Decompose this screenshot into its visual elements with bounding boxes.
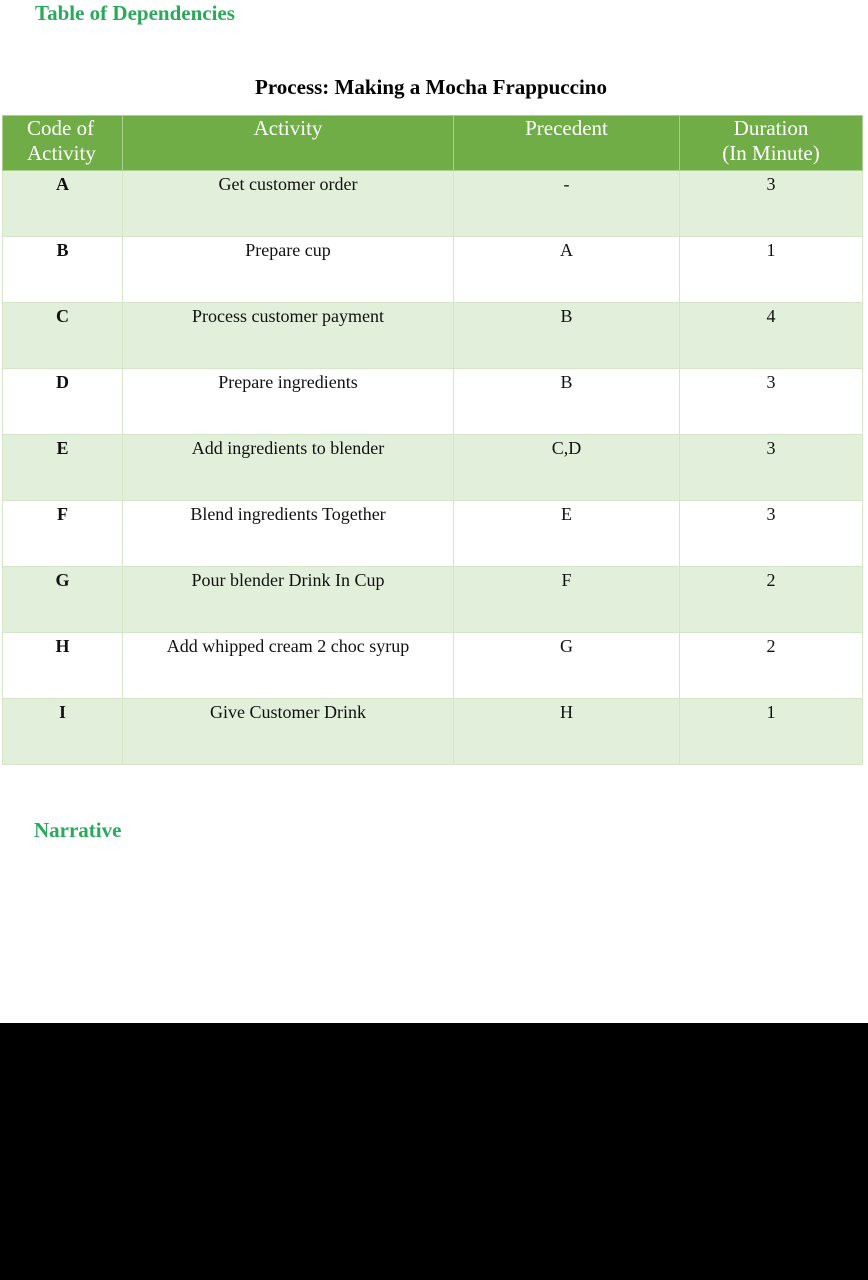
header-code-line2: Activity (27, 141, 96, 165)
table-row (3, 633, 863, 699)
cell-precedent: E (454, 501, 680, 567)
cell-activity: Prepare ingredients (123, 369, 454, 435)
cell-activity: Add ingredients to blender (123, 435, 454, 501)
cell-duration: 2 (680, 567, 863, 633)
cell-activity: Process customer payment (123, 303, 454, 369)
cell-activity: Give Customer Drink (123, 699, 454, 765)
header-duration-line1: Duration (733, 116, 809, 140)
cell-code: I (3, 699, 123, 765)
header-duration (680, 116, 863, 171)
cell-code: C (3, 303, 123, 369)
header-precedent: Precedent (454, 116, 680, 171)
cell-code: B (3, 237, 123, 303)
table-row (3, 303, 863, 369)
header-code-of-activity (3, 116, 123, 171)
cell-activity: Blend ingredients Together (123, 501, 454, 567)
header-code-line1: Code of (27, 116, 95, 140)
cell-duration: 3 (680, 435, 863, 501)
cell-duration: 3 (680, 369, 863, 435)
cell-precedent: H (454, 699, 680, 765)
table-header-row (3, 116, 863, 171)
table-row (3, 369, 863, 435)
cell-precedent: G (454, 633, 680, 699)
cell-duration: 1 (680, 237, 863, 303)
cell-precedent: B (454, 369, 680, 435)
cell-duration: 3 (680, 501, 863, 567)
header-duration-line2: (In Minute) (722, 141, 820, 165)
cell-code: H (3, 633, 123, 699)
cell-duration: 2 (680, 633, 863, 699)
table-row (3, 567, 863, 633)
cell-code: D (3, 369, 123, 435)
table-row (3, 699, 863, 765)
cell-code: E (3, 435, 123, 501)
cell-activity: Get customer order (123, 171, 454, 237)
dependencies-table (2, 115, 863, 765)
cell-code: G (3, 567, 123, 633)
table-row (3, 171, 863, 237)
section-heading-dependencies: Table of Dependencies (35, 1, 235, 25)
cell-precedent: A (454, 237, 680, 303)
cell-code: F (3, 501, 123, 567)
cell-precedent: B (454, 303, 680, 369)
table-row (3, 501, 863, 567)
cell-duration: 1 (680, 699, 863, 765)
cell-code: A (3, 171, 123, 237)
table-caption: Process: Making a Mocha Frappuccino (255, 75, 607, 99)
header-activity: Activity (123, 116, 454, 171)
section-heading-narrative: Narrative (34, 818, 122, 842)
cell-activity: Prepare cup (123, 237, 454, 303)
cell-precedent: C,D (454, 435, 680, 501)
table-row (3, 237, 863, 303)
table-row (3, 435, 863, 501)
cell-activity: Add whipped cream 2 choc syrup (123, 633, 454, 699)
cell-duration: 3 (680, 171, 863, 237)
cell-activity: Pour blender Drink In Cup (123, 567, 454, 633)
cell-duration: 4 (680, 303, 863, 369)
cell-precedent: F (454, 567, 680, 633)
cell-precedent: - (454, 171, 680, 237)
